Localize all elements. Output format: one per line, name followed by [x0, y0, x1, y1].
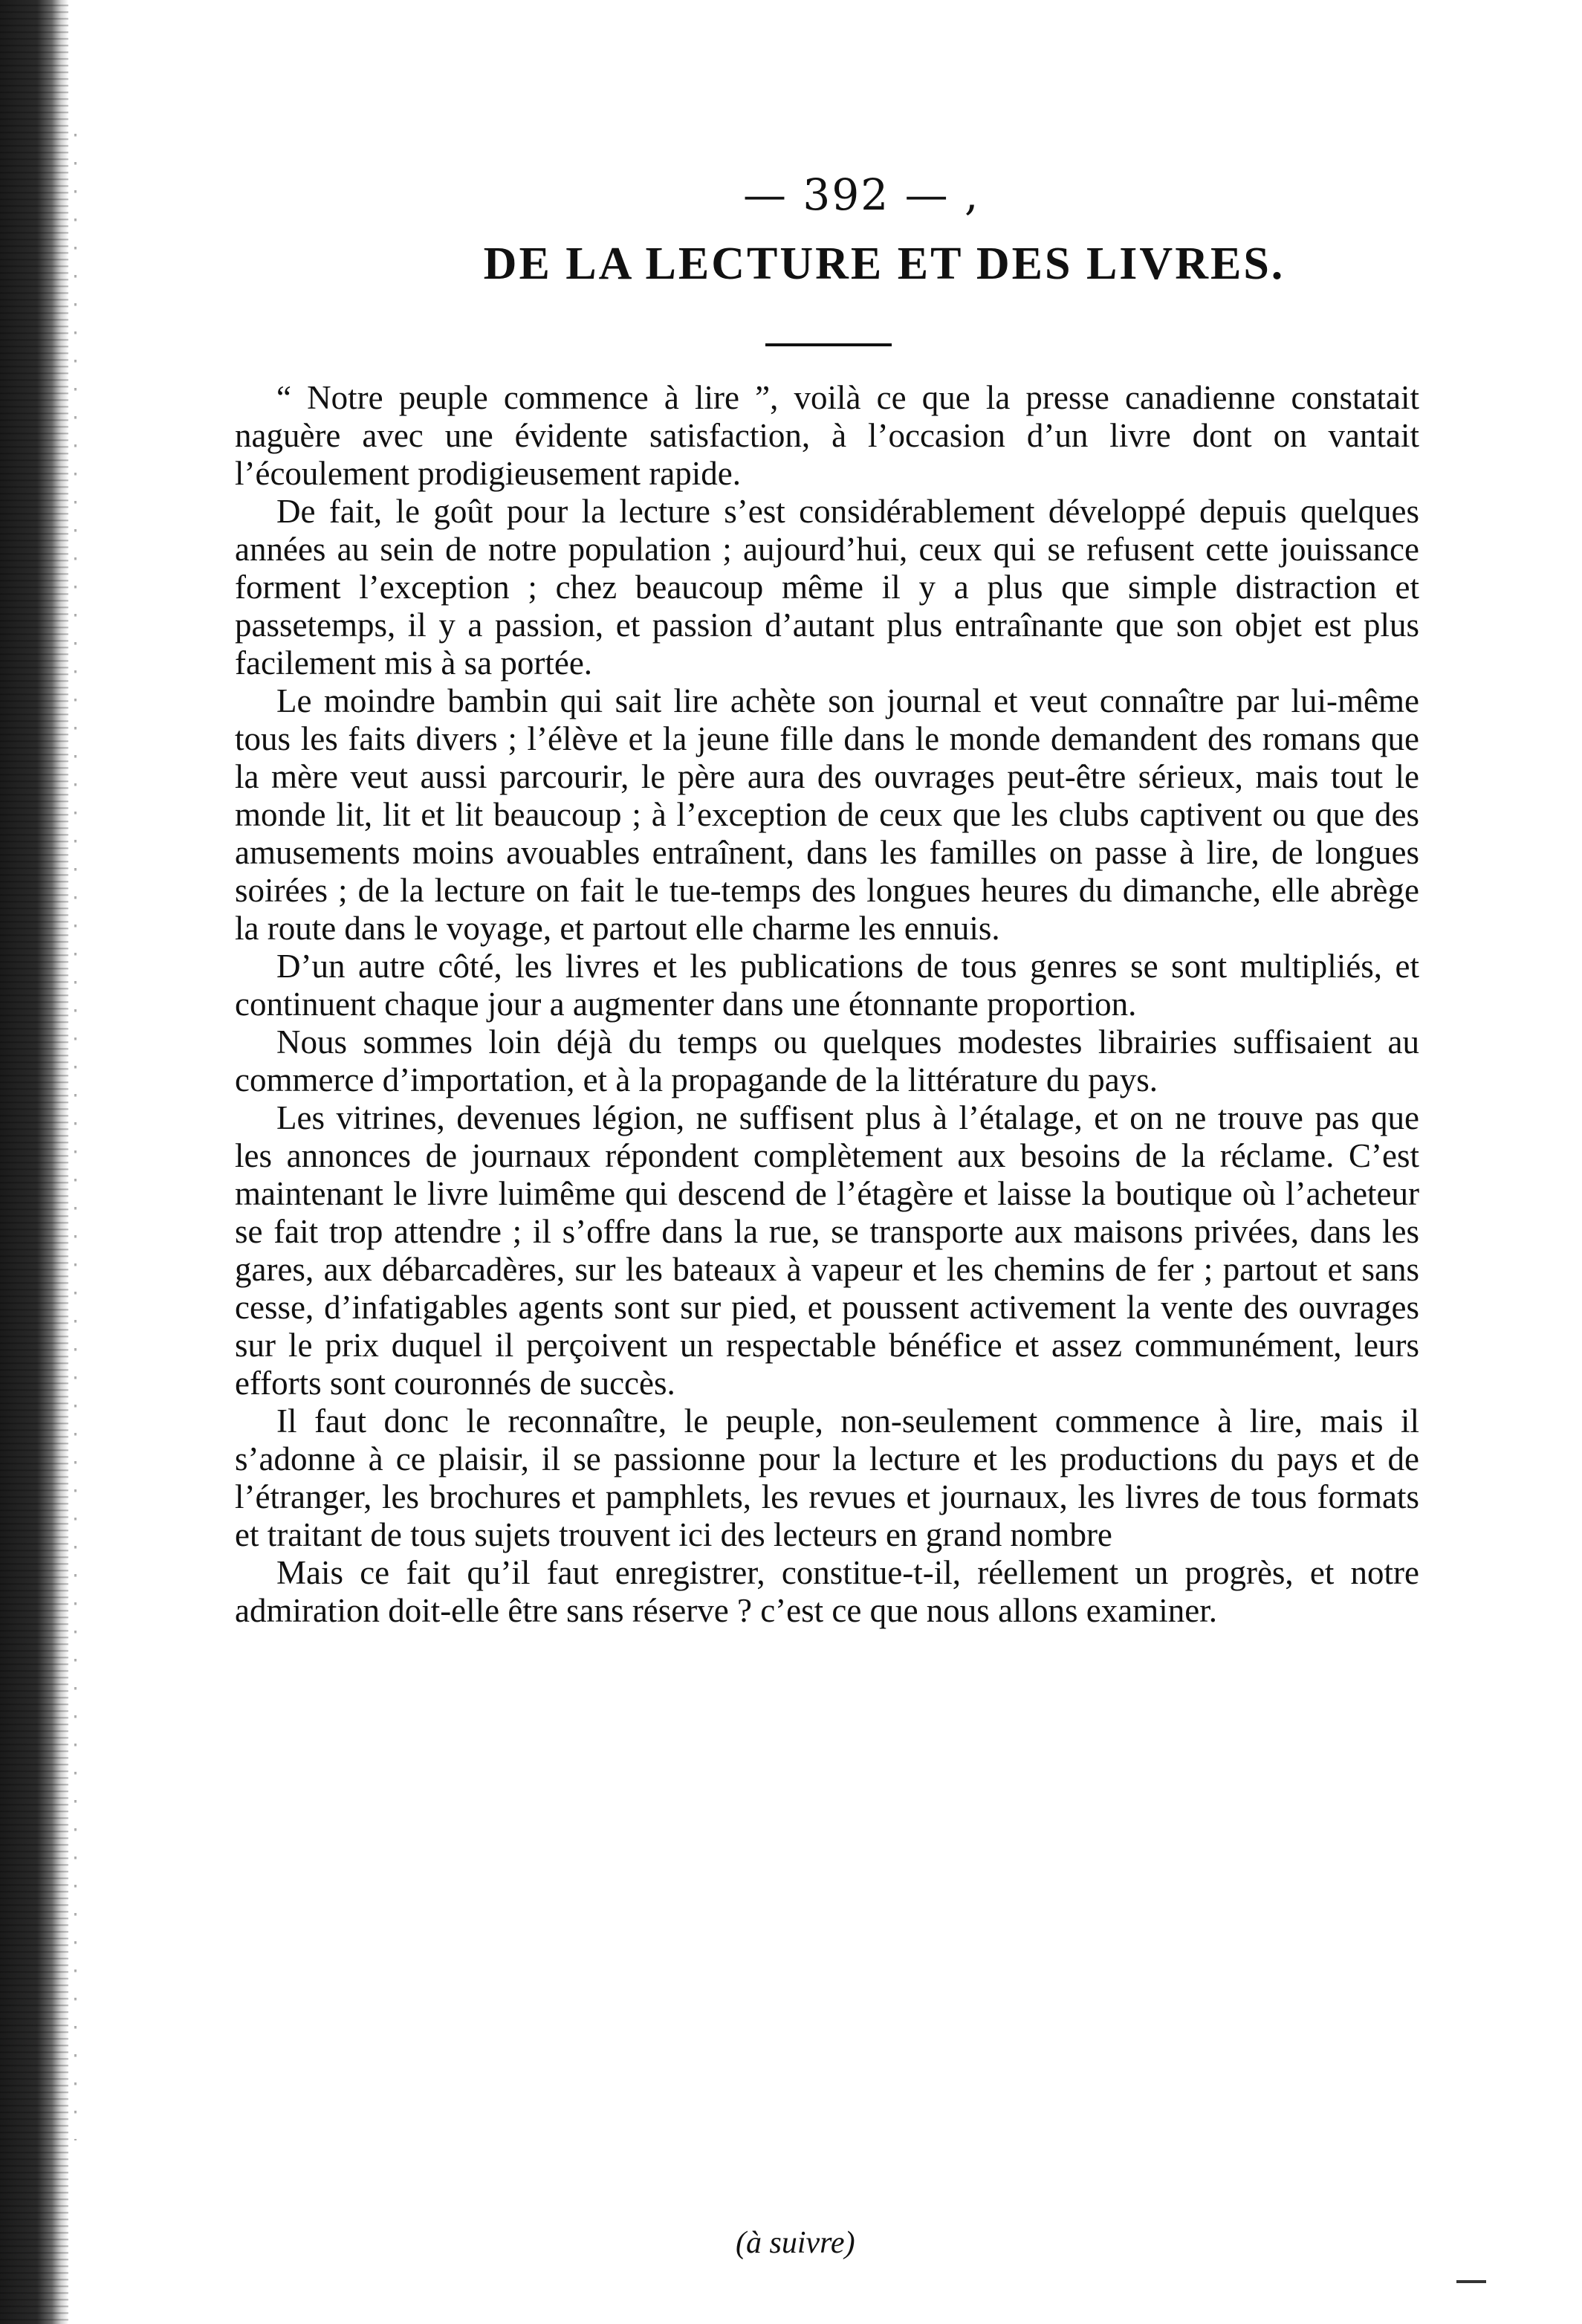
article-title: DE LA LECTURE ET DES LIVRES. — [483, 239, 1286, 289]
paragraph-2: De fait, le goût pour la lecture s’est considérablement développé depuis quelques années au sein de notre population ; aujourd’hui, ceux qui se refusent cette jouissance forment l’exception ; chez beaucoup même il y a plus que simple distraction et passetemps, il y a passion, et passion d’autant plus entraînante que son objet est plus facilement mis à sa portée. — [235, 493, 1419, 682]
paragraph-7: Il faut donc le reconnaître, le peuple, non-seulement commence à lire, mais il s’adonne à ce plaisir, il se passionne pour la lecture et les productions du pays et de l’étranger, les brochures et pamphlets, les revues et journaux, les livres de tous formats et traitant de tous sujets trouvent ici des lecteurs en grand nombre — [235, 1402, 1419, 1553]
continued-note: (à suivre) — [736, 2226, 855, 2260]
page-number: — 392 — , — [743, 169, 980, 220]
scan-binding-edge — [0, 0, 68, 2324]
article-body — [235, 379, 1419, 1630]
paragraph-8: Mais ce fait qu’il faut enregistrer, constitue-t-il, réellement un progrès, et notre admiration doit-elle être sans réserve ? c’est ce que nous allons examiner. — [235, 1554, 1419, 1629]
paragraph-5: Nous sommes loin déjà du temps ou quelques modestes librairies suffisaient au commerce d’importation, et à la propagande de la littérature du pays. — [235, 1023, 1419, 1098]
title-divider — [765, 343, 892, 346]
paragraph-3: Le moindre bambin qui sait lire achète son journal et veut connaître par lui-même tous les faits divers ; l’élève et la jeune fille dans le monde demandent des romans que la mère veut aussi parcourir, le père aura des ouvrages peut-être sérieux, mais tout le monde lit, lit et lit beaucoup ; à l’exception de ceux que les clubs captivent ou que des amusements moins avouables entraînent, dans les familles on passe à lire, de longues soirées ; de la lecture on fait le tue-temps des longues heures du dimanche, elle abrège la route dans le voyage, et partout elle charme les ennuis. — [235, 682, 1419, 947]
scan-mark — [1456, 2280, 1486, 2283]
paragraph-4: D’un autre côté, les livres et les publications de tous genres se sont multipliés, et continuent chaque jour a augmenter dans une étonnante proportion. — [235, 948, 1419, 1023]
paragraph-1: “ Notre peuple commence à lire ”, voilà ce que la presse canadienne constatait naguère avec une évidente satisfaction, à l’occasion d’un livre dont on vantait l’écoulement prodigieusement rapide. — [235, 379, 1419, 492]
paragraph-6: Les vitrines, devenues légion, ne suffisent plus à l’étalage, et on ne trouve pas que les annonces de journaux répondent complètement aux besoins de la réclame. C’est maintenant le livre luimême qui descend de l’étagère et laisse la boutique où l’acheteur se fait trop attendre ; il s’offre dans la rue, se transporte aux maisons privées, dans les gares, aux débarcadères, sur les bateaux à vapeur et les chemins de fer ; partout et sans cesse, d’infatigables agents sont sur pied, et poussent activement la vente des ouvrages sur le prix duquel il perçoivent un respectable bénéfice et assez communément, leurs efforts sont couronnés de succès. — [235, 1099, 1419, 1402]
